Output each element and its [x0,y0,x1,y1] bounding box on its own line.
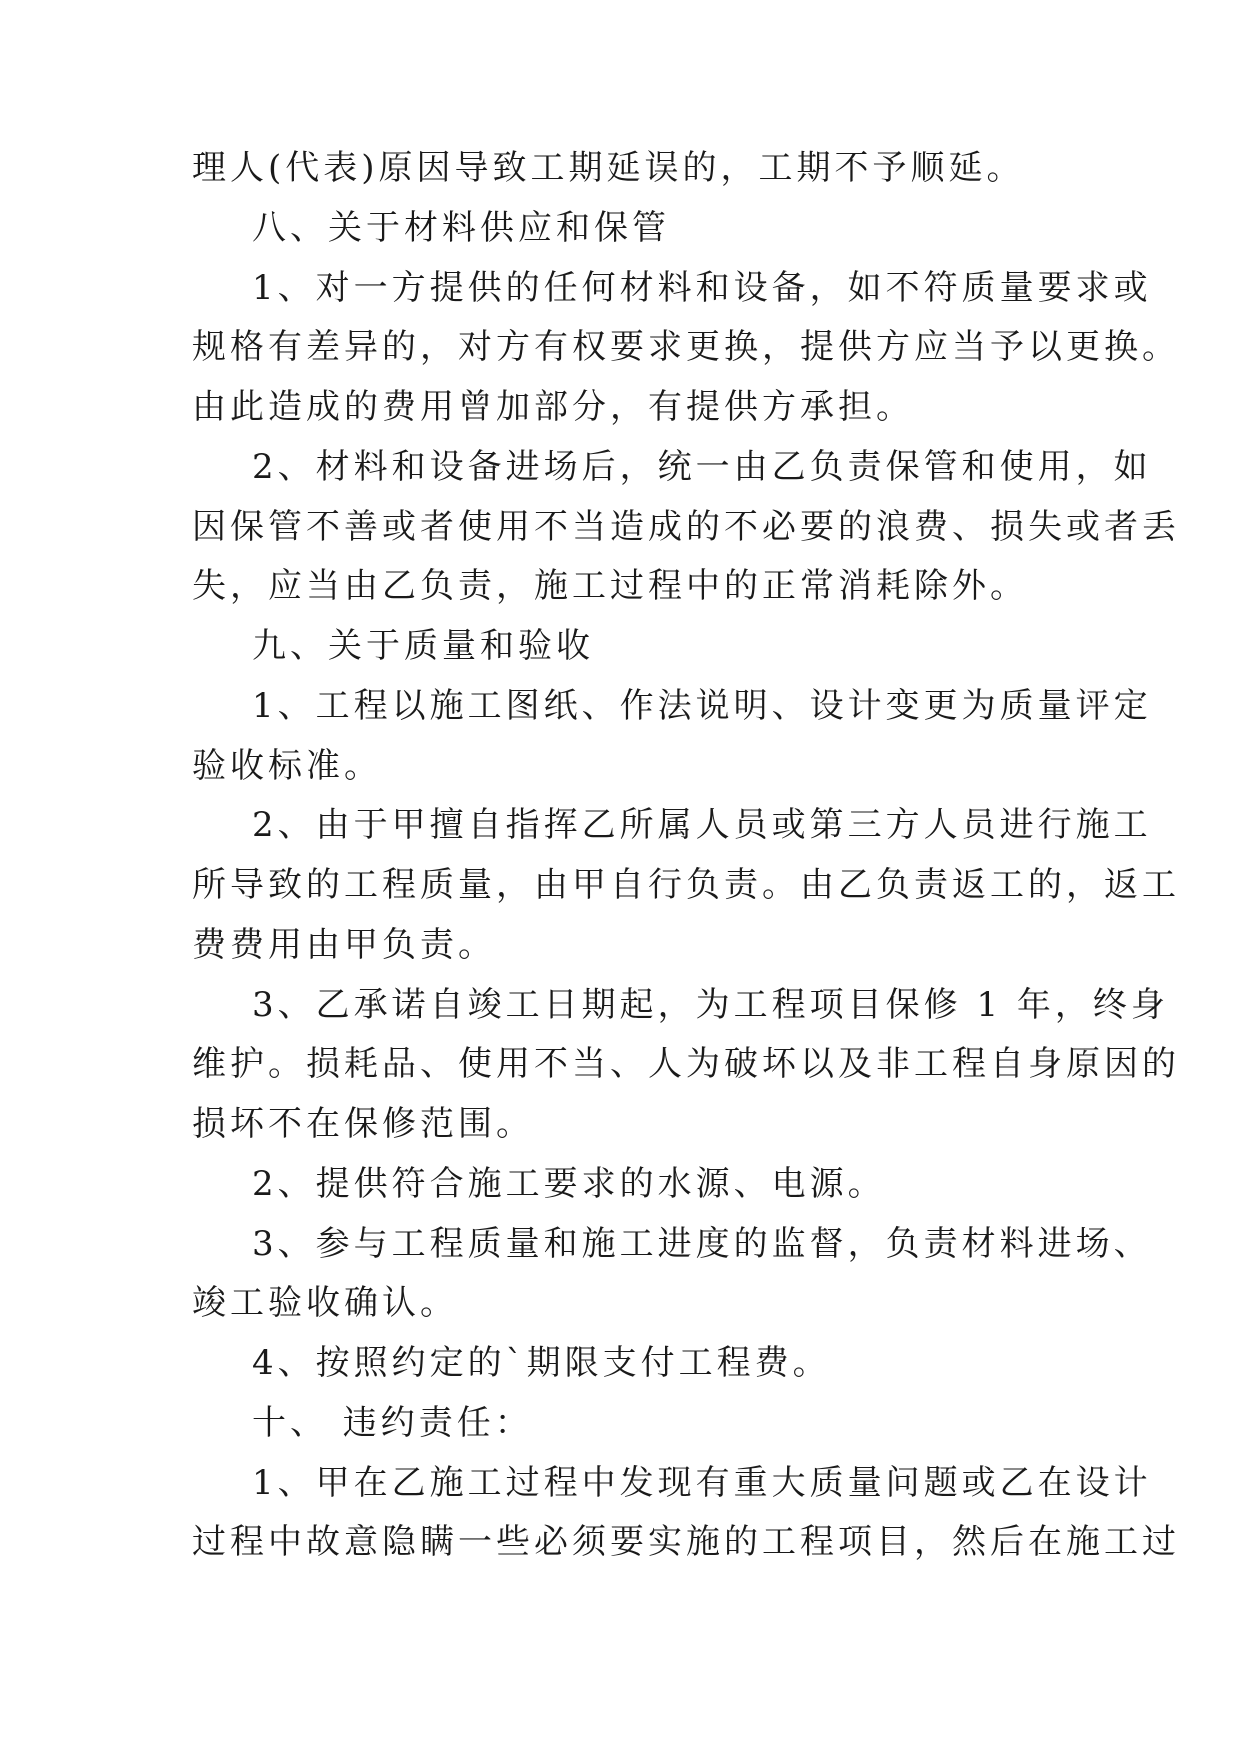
paragraph-line: 所导致的工程质量，由甲自行负责。由乙负责返工的，返工 [192,865,1180,905]
paragraph-line: 过程中故意隐瞒一些必须要实施的工程项目，然后在施工过 [192,1522,1180,1562]
paragraph-line: 因保管不善或者使用不当造成的不必要的浪费、损失或者丢 [192,507,1180,547]
paragraph-line: 1、对一方提供的任何材料和设备，如不符质量要求或 [252,268,1152,308]
paragraph-line: 规格有差异的，对方有权要求更换，提供方应当予以更换。 [192,327,1180,367]
section-heading: 九、关于质量和验收 [252,626,594,666]
paragraph-line: 1、甲在乙施工过程中发现有重大质量问题或乙在设计 [252,1463,1152,1503]
paragraph-line: 失，应当由乙负责，施工过程中的正常消耗除外。 [192,566,1028,606]
paragraph-line: 3、参与工程质量和施工进度的监督，负责材料进场、 [252,1224,1152,1264]
paragraph-line: 损坏不在保修范围。 [192,1104,534,1144]
section-heading: 十、 违约责任： [252,1403,533,1443]
paragraph-line: 3、乙承诺自竣工日期起，为工程项目保修 1 年，终身 [252,985,1169,1025]
paragraph-line: 维护。损耗品、使用不当、人为破坏以及非工程自身原因的 [192,1044,1180,1084]
paragraph-line: 验收标准。 [192,746,382,786]
paragraph-line: 2、由于甲擅自指挥乙所属人员或第三方人员进行施工 [252,805,1152,845]
paragraph-line: 1、工程以施工图纸、作法说明、设计变更为质量评定 [252,686,1152,726]
paragraph-line: 2、提供符合施工要求的水源、电源。 [252,1164,886,1204]
paragraph-line: 理人(代表)原因导致工期延误的，工期不予顺延。 [192,148,1025,188]
paragraph-line: 竣工验收确认。 [192,1283,458,1323]
section-heading: 八、关于材料供应和保管 [252,208,670,248]
paragraph-line: 由此造成的费用曾加部分，有提供方承担。 [192,387,914,427]
paragraph-line: 2、材料和设备进场后，统一由乙负责保管和使用，如 [252,447,1152,487]
paragraph-line: 费费用由甲负责。 [192,925,496,965]
paragraph-line: 4、按照约定的`期限支付工程费。 [252,1343,831,1383]
